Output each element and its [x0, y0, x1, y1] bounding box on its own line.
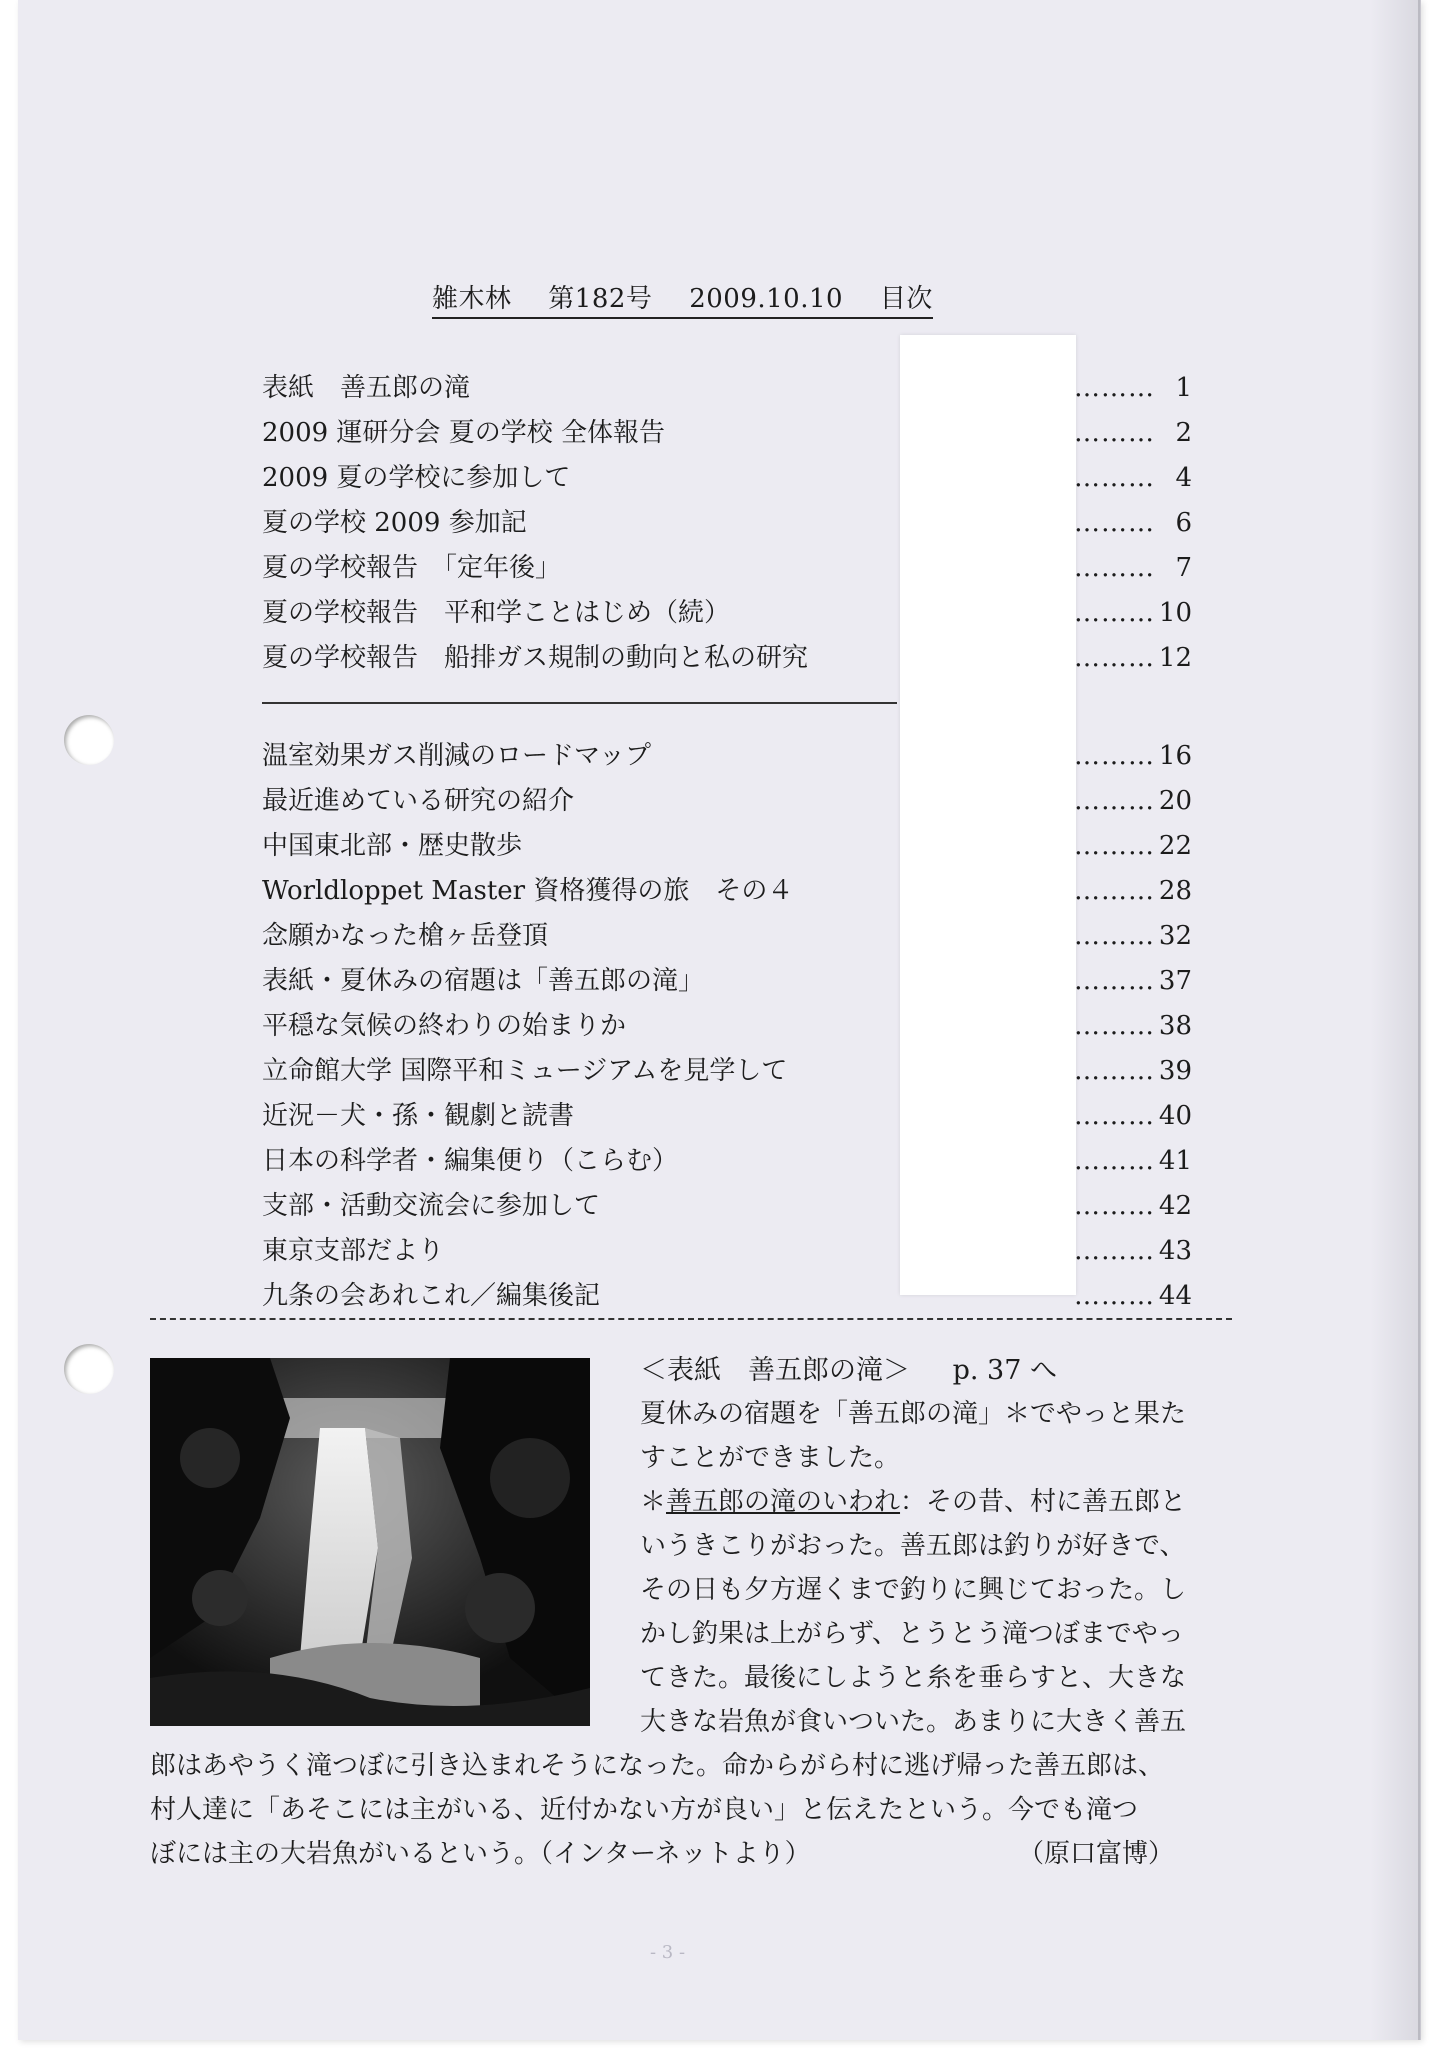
toc-leader-dots: ………	[1074, 1191, 1155, 1221]
text-line: 郎はあやうく滝つぼに引き込まれそうになった。命からがら村に逃げ帰った善五郎は、	[150, 1751, 1165, 1781]
toc-entry-page: 42	[1158, 1191, 1192, 1221]
text-line: ぼには主の大岩魚がいるという。（インターネットより）	[150, 1839, 811, 1869]
toc-entry-page: 32	[1158, 921, 1192, 951]
toc-leader-dots: ………	[1074, 418, 1155, 448]
toc-leader-dots: ………	[1074, 1236, 1155, 1266]
toc-entry-title: 2009 運研分会 夏の学校 全体報告	[262, 418, 665, 448]
toc-entry-page: 12	[1158, 643, 1192, 673]
toc-entry-title: 夏の学校報告 「定年後」	[262, 553, 562, 583]
toc-entry	[262, 1096, 1192, 1136]
toc-entry-title: 夏の学校 2009 参加記	[262, 508, 527, 538]
page-number: - 3 -	[650, 1942, 686, 1963]
toc-entry	[262, 1141, 1192, 1181]
toc-leader-dots: ………	[1074, 598, 1155, 628]
toc-entry-title: 最近進めている研究の紹介	[262, 786, 575, 816]
toc-entry-title: 夏の学校報告 平和学ことはじめ（続）	[262, 598, 731, 628]
toc-leader-dots: ………	[1074, 1011, 1155, 1041]
toc-entry-title: 近況－犬・孫・観劇と読書	[262, 1101, 575, 1131]
page-title	[432, 278, 933, 319]
issue-number: 第182号	[548, 284, 653, 314]
toc-entry-page: 6	[1175, 508, 1192, 538]
toc-entry-title: 東京支部だより	[262, 1236, 445, 1266]
toc-entry	[262, 1051, 1192, 1091]
toc-leader-dots: ………	[1074, 1101, 1155, 1131]
toc-entry-page: 41	[1158, 1146, 1192, 1176]
text-line: かし釣果は上がらず、とうとう滝つぼまでやっ	[640, 1619, 1184, 1649]
toc-entry-page: 10	[1158, 598, 1192, 628]
toc-entry-title: Worldloppet Master 資格獲得の旅 その４	[262, 876, 794, 906]
text-line: すことができました。	[640, 1443, 901, 1473]
toc-entry-title: 温室効果ガス削減のロードマップ	[262, 741, 651, 771]
author-name: （原口富博）	[1018, 1839, 1175, 1869]
issue-date: 2009.10.10	[689, 284, 844, 314]
legend-label: 善五郎の滝のいわれ	[666, 1487, 901, 1517]
toc-leader-dots: ………	[1074, 741, 1155, 771]
toc-entry-page: 38	[1158, 1011, 1192, 1041]
toc-entry	[262, 503, 1192, 543]
toc-entry-title: 表紙・夏休みの宿題は「善五郎の滝」	[262, 966, 705, 996]
toc-entry-page: 16	[1158, 741, 1192, 771]
toc-leader-dots: ………	[1074, 786, 1155, 816]
cover-page-reference: p. 37 へ	[952, 1355, 1057, 1386]
toc-entry	[262, 368, 1192, 408]
toc-leader-dots: ………	[1074, 831, 1155, 861]
toc-leader-dots: ………	[1074, 463, 1155, 493]
cover-heading-text: ＜表紙 善五郎の滝＞	[640, 1355, 910, 1386]
magazine-name: 雑木林	[432, 284, 512, 314]
toc-leader-dots: ………	[1074, 921, 1155, 951]
toc-entry-page: 22	[1158, 831, 1192, 861]
text-line: 大きな岩魚が食いついた。あまりに大きく善五	[640, 1707, 1187, 1737]
waterfall-photo	[150, 1358, 590, 1726]
legend-line: ＊善五郎の滝のいわれ：その昔、村に善五郎と	[640, 1487, 1187, 1517]
toc-entry	[262, 781, 1192, 821]
toc-entry-page: 2	[1175, 418, 1192, 448]
toc-leader-dots: ………	[1074, 373, 1155, 403]
toc-entry-page: 4	[1175, 463, 1192, 493]
toc-leader-dots: ………	[1074, 876, 1155, 906]
toc-leader-dots: ………	[1074, 508, 1155, 538]
toc-entry-title: 平穏な気候の終わりの始まりか	[262, 1011, 627, 1041]
toc-entry	[262, 593, 1192, 633]
contents-label: 目次	[879, 284, 933, 314]
dashed-divider	[150, 1318, 1232, 1320]
text-line: 村人達に「あそこには主がいる、近付かない方が良い」と伝えたという。今でも滝つ	[150, 1795, 1139, 1825]
toc-entry	[262, 413, 1192, 453]
toc-entry-title: 夏の学校報告 船排ガス規制の動向と私の研究	[262, 643, 809, 673]
toc-leader-dots: ………	[1074, 643, 1155, 673]
toc-entry-title: 立命館大学 国際平和ミュージアムを見学して	[262, 1056, 788, 1086]
toc-entry	[262, 1186, 1192, 1226]
text-line: てきた。最後にしようと糸を垂らすと、大きな	[640, 1663, 1187, 1693]
toc-entry-title: 念願かなった槍ヶ岳登頂	[262, 921, 549, 951]
cover-article-text	[640, 1392, 1250, 1744]
toc-leader-dots: ………	[1074, 966, 1155, 996]
toc-leader-dots: ………	[1074, 1056, 1155, 1086]
toc-entry-page: 7	[1175, 553, 1192, 583]
toc-entry-title: 中国東北部・歴史散歩	[262, 831, 523, 861]
toc-entry	[262, 1006, 1192, 1046]
toc-entry-title: 支部・活動交流会に参加して	[262, 1191, 601, 1221]
toc-entry-title: 九条の会あれこれ／編集後記	[262, 1281, 601, 1311]
toc-entry-title: 表紙 善五郎の滝	[262, 373, 471, 403]
toc-entry-title: 日本の科学者・編集便り（こらむ）	[262, 1146, 679, 1176]
punch-hole-upper	[64, 715, 114, 765]
toc-entry	[262, 961, 1192, 1001]
toc-entry	[262, 826, 1192, 866]
toc-entry-page: 43	[1158, 1236, 1192, 1266]
toc-entry-page: 28	[1158, 876, 1192, 906]
toc-entry	[262, 736, 1192, 776]
toc-entry-page: 40	[1158, 1101, 1192, 1131]
page-edge-shadow	[1370, 0, 1420, 2040]
toc-entry	[262, 458, 1192, 498]
toc-entry	[262, 871, 1192, 911]
punch-hole-lower	[64, 1344, 114, 1394]
toc-leader-dots: ………	[1074, 1281, 1155, 1311]
toc-entry-page: 44	[1158, 1281, 1192, 1311]
toc-leader-dots: ………	[1074, 1146, 1155, 1176]
toc-entry	[262, 1276, 1192, 1316]
toc-entry-page: 1	[1175, 373, 1192, 403]
toc-entry	[262, 548, 1192, 588]
toc-entry-page: 39	[1158, 1056, 1192, 1086]
toc-entry	[262, 1231, 1192, 1271]
text-line: 夏休みの宿題を「善五郎の滝」＊でやっと果た	[640, 1399, 1187, 1429]
text-line: その日も夕方遅くまで釣りに興じておった。し	[640, 1575, 1187, 1605]
toc-leader-dots: ………	[1074, 553, 1155, 583]
cover-article-heading	[640, 1348, 1057, 1387]
toc-entry	[262, 916, 1192, 956]
text-line: いうきこりがおった。善五郎は釣りが好きで、	[640, 1531, 1186, 1561]
toc-entry-page: 37	[1158, 966, 1192, 996]
toc-entry-page: 20	[1158, 786, 1192, 816]
section-divider	[262, 702, 897, 704]
toc-entry	[262, 638, 1192, 678]
toc-entry-title: 2009 夏の学校に参加して	[262, 463, 571, 493]
